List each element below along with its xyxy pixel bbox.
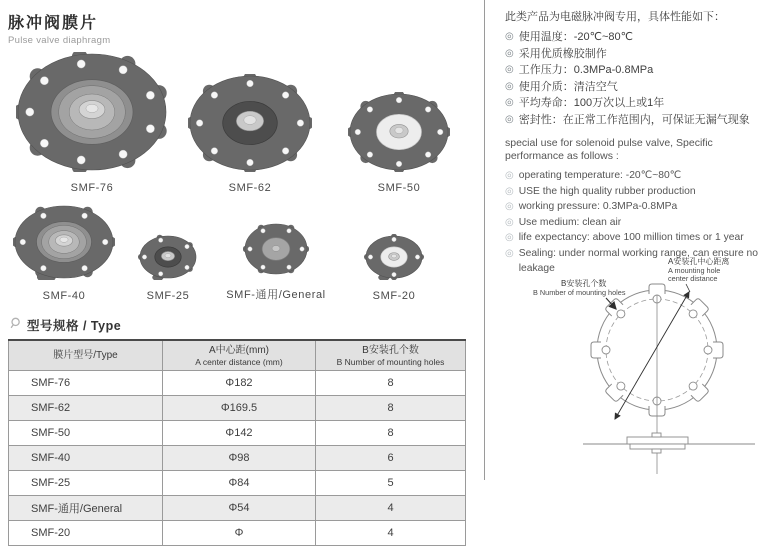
- product-label: SMF-62: [228, 182, 272, 194]
- diaphragm-image: [138, 234, 198, 280]
- spec-item-text: 使用介质：清洁空气: [518, 80, 618, 93]
- table-header-line1: B安装孔个数: [362, 344, 419, 356]
- table-cell: 4: [316, 496, 466, 521]
- a-label-cn: A安装孔中心距离: [668, 257, 730, 266]
- table-header-cell: [163, 340, 316, 371]
- product-label: SMF-25: [146, 290, 190, 302]
- a-label-leader: [686, 284, 690, 292]
- spec-item-text: Sealing: under normal working range, can ensure no leakage: [518, 247, 758, 274]
- table-cell: 8: [316, 421, 466, 446]
- table-cell: SMF-62: [9, 396, 163, 421]
- table-row: [9, 521, 466, 546]
- en-spec-intro: special use for solenoid pulse valve, Specific performance as follows :: [505, 137, 713, 162]
- spec-item-text: 采用优质橡胶制作: [518, 47, 607, 60]
- table-cell: 8: [316, 396, 466, 421]
- spec-item-text: working pressure: 0.3MPa-0.8MPa: [518, 201, 678, 212]
- spec-item-text: operating temperature: -20℃~80℃: [518, 170, 682, 181]
- diaphragm-image: [364, 234, 424, 280]
- mounting-diagram: [505, 250, 765, 480]
- bullet-icon: ◎: [505, 64, 514, 75]
- spec-item-text: USE the high quality rubber production: [518, 185, 696, 197]
- left-column: [8, 10, 478, 546]
- spec-item-text: Use medium: clean air: [518, 216, 622, 228]
- table-row: [9, 496, 466, 521]
- table-cell: 8: [316, 371, 466, 396]
- product-photo: [138, 234, 198, 285]
- spec-item: [505, 62, 759, 79]
- product-cell: [176, 74, 324, 194]
- table-cell: SMF-50: [9, 421, 163, 446]
- bullet-icon: ◎: [505, 80, 514, 92]
- spec-table-head: [9, 340, 466, 371]
- bullet-icon: ◎: [505, 170, 514, 181]
- table-row: [9, 471, 466, 496]
- spec-item: [505, 29, 759, 46]
- type-section-header: [10, 316, 478, 334]
- table-cell: Φ169.5: [163, 396, 316, 421]
- spec-table: [8, 339, 466, 546]
- spec-item: [505, 184, 759, 200]
- product-cell: [336, 234, 452, 302]
- bullet-icon: ◎: [505, 185, 514, 197]
- a-label-en1: A mounting hole: [668, 266, 721, 275]
- product-label: SMF-76: [70, 182, 114, 194]
- right-column: [505, 10, 759, 277]
- spec-item-text: 工作压力：0.3MPa-0.8MPa: [518, 64, 654, 76]
- product-photo: [348, 92, 450, 177]
- spec-item: [505, 46, 759, 63]
- diaphragm-image: [13, 204, 115, 280]
- table-cell: 5: [316, 471, 466, 496]
- table-cell: SMF-76: [9, 371, 163, 396]
- table-cell: Φ54: [163, 496, 316, 521]
- product-label: SMF-40: [42, 290, 86, 302]
- spec-item-text: 平均寿命：100万次以上或1年: [518, 97, 665, 109]
- page-title-cn: 脉冲阀膜片: [8, 15, 99, 32]
- spec-item-text: life expectancy: above 100 million times or 1 year: [518, 232, 744, 243]
- product-photo: [13, 204, 115, 285]
- table-header-line1: 膜片型号/Type: [53, 349, 118, 361]
- spec-table-body: [9, 371, 466, 546]
- table-cell: Φ: [163, 521, 316, 546]
- table-row: [9, 396, 466, 421]
- b-label-en: B Number of mounting holes: [533, 288, 626, 297]
- spec-item: [505, 168, 759, 184]
- bullet-icon: ◎: [505, 201, 514, 212]
- type-section-title: 型号规格 / Type: [27, 319, 122, 333]
- b-label-cn: B安装孔个数: [561, 279, 607, 288]
- spec-item: [505, 199, 759, 215]
- table-header-cell: [9, 340, 163, 371]
- spec-item: [505, 112, 759, 129]
- diaphragm-image: [188, 74, 312, 172]
- product-photo: [243, 222, 309, 281]
- table-cell: SMF-40: [9, 446, 163, 471]
- bullet-icon: ◎: [505, 97, 514, 108]
- table-cell: SMF-通用/General: [9, 496, 163, 521]
- column-divider: [484, 0, 485, 480]
- spec-item: [505, 215, 759, 231]
- table-row: [9, 446, 466, 471]
- table-cell: Φ84: [163, 471, 316, 496]
- spec-item: [505, 230, 759, 246]
- diaphragm-image: [348, 92, 450, 172]
- table-header-cell: [316, 340, 466, 371]
- side-view: [583, 433, 755, 453]
- table-cell: 4: [316, 521, 466, 546]
- spec-item-text: 密封性：在正常工作范围内，可保证无漏气现象: [518, 113, 750, 126]
- table-cell: SMF-20: [9, 521, 163, 546]
- product-cell: [8, 52, 176, 194]
- table-header-line2: A center distance (mm): [195, 356, 283, 367]
- product-cell: [120, 234, 216, 302]
- table-cell: 6: [316, 446, 466, 471]
- spec-item: [505, 79, 759, 96]
- spec-item: [505, 95, 759, 112]
- table-cell: Φ182: [163, 371, 316, 396]
- table-cell: Φ142: [163, 421, 316, 446]
- bullet-icon: ◎: [505, 113, 514, 125]
- table-row: [9, 371, 466, 396]
- product-cell: [324, 92, 474, 194]
- cn-spec-list: [505, 29, 759, 128]
- product-cell: [8, 204, 120, 302]
- table-header-line1: A中心距(mm): [209, 344, 269, 356]
- product-row-1: [8, 52, 478, 194]
- bullet-icon: ◎: [505, 31, 514, 42]
- table-header-line2: B Number of mounting holes: [336, 356, 445, 367]
- product-photo: [188, 74, 312, 177]
- table-cell: SMF-25: [9, 471, 163, 496]
- magnifier-icon: [10, 316, 22, 334]
- product-label: SMF-通用/General: [226, 289, 326, 301]
- page-title-en: Pulse valve diaphragm: [8, 35, 111, 46]
- mounting-diagram-svg: [505, 250, 765, 480]
- product-photo: [16, 52, 168, 177]
- cn-spec-intro: 此类产品为电磁脉冲阀专用，具体性能如下：: [505, 11, 725, 23]
- product-label: SMF-50: [377, 182, 421, 194]
- product-row-2: [8, 204, 478, 302]
- table-cell: Φ98: [163, 446, 316, 471]
- product-label: SMF-20: [372, 290, 416, 302]
- a-label-en2: center distance: [668, 274, 718, 283]
- bullet-icon: ◎: [505, 47, 514, 59]
- spec-item-text: 使用温度：-20℃~80℃: [518, 31, 633, 43]
- product-photo: [364, 234, 424, 285]
- diaphragm-image: [243, 222, 309, 276]
- product-cell: [216, 222, 336, 302]
- diaphragm-image: [16, 52, 168, 172]
- table-row: [9, 421, 466, 446]
- bullet-icon: ◎: [505, 232, 514, 243]
- bullet-icon: ◎: [505, 247, 514, 259]
- bullet-icon: ◎: [505, 216, 514, 228]
